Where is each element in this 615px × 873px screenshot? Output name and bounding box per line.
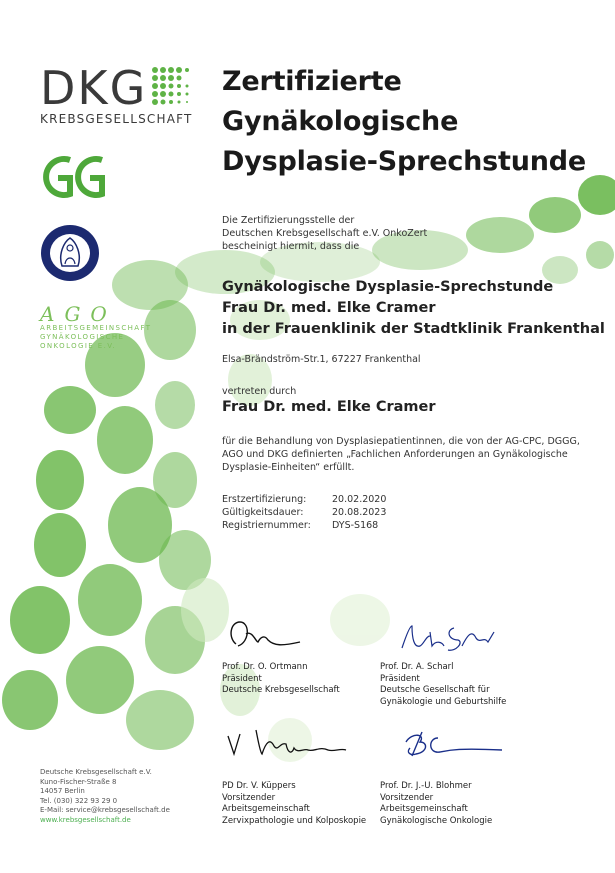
title-line: Zertifizierte [222,66,402,97]
signatory-org: Zervixpathologie und Kolposkopie [222,815,367,826]
certified-line: Gynäkologische Dysplasie-Sprechstunde [222,279,554,295]
signature-ortmann [222,612,342,658]
signatory-org: Arbeitsgemeinschaft [380,804,468,814]
purpose-line: für die Behandlung von Dysplasiepatientinnen, die von der AG-CPC, DGGG, [222,436,580,447]
page-title [222,62,586,182]
title-line: Gynäkologische [222,106,459,137]
signatory-role: Präsident [222,673,262,684]
footer-line: Deutsche Krebsgesellschaft e.V. [40,768,152,776]
signature-scharl [398,618,508,658]
ago-logo-line-1: ARBEITSGEMEINSCHAFT [40,324,152,332]
ago-logo-letters: AGO [40,302,117,326]
certified-line: Frau Dr. med. Elke Cramer [222,300,436,316]
detail-value: 20.02.2020 [332,494,387,505]
title-line: Dysplasie-Sprechstunde [222,146,587,177]
signatory-org: Gynäkologie und Geburtshilfe [380,696,507,707]
signatory-name: Prof. Dr. A. Scharl [380,662,454,672]
signatory-scharl [380,662,506,708]
detail-row [222,520,386,533]
certified-line: in der Frauenklinik der Stadtklinik Frankenthal [222,321,605,337]
ago-logo-line-2: GYNÄKOLOGISCHE [40,333,125,341]
purpose-line: AGO und DKG definierten „Fachlichen Anforderungen an Gynäkologische [222,449,568,460]
dkg-logo-subtitle: KREBSGESELLSCHAFT [40,112,193,126]
signatory-role: Vorsitzender [222,792,276,803]
intro-line: Deutschen Krebsgesellschaft e.V. OnkoZert [222,228,428,239]
purpose-text [222,435,580,474]
ago-logo [40,304,151,351]
signatory-ortmann [222,662,340,697]
represented-label: vertreten durch [222,386,297,397]
signatory-kueppers [222,781,366,827]
footer-line: Kuno-Fischer-Straße 8 [40,777,117,786]
footer-line: E-Mail: service@krebsgesellschaft.de [40,806,170,815]
dkg-dots-icon [151,66,189,110]
certificate-details [222,494,386,533]
detail-label: Gültigkeitsdauer: [222,507,304,518]
signatory-name: Prof. Dr. O. Ortmann [222,662,308,672]
signatory-org: Deutsche Gesellschaft für [380,685,490,695]
signatory-org: Deutsche Krebsgesellschaft [222,685,340,695]
footer-line: Tel. (030) 322 93 29 0 [40,796,118,805]
signature-kueppers [222,720,352,766]
intro-line: bescheinigt hiermit, dass die [222,241,360,252]
detail-label: Erstzertifizierung: [222,494,307,505]
detail-value: DYS-S168 [332,520,379,531]
signatory-org: Gynäkologische Onkologie [380,815,493,826]
signature-blohmer [398,724,508,764]
certified-address: Elsa-Brändström-Str.1, 67227 Frankenthal [222,354,421,365]
dggg-seal-icon [40,224,100,282]
intro-line: Die Zertifizierungsstelle der [222,215,355,226]
detail-row [222,494,386,507]
dkg-logo-letters: DKG [40,61,148,115]
footer-address [40,768,170,826]
signatory-blohmer [380,781,492,827]
detail-row [222,507,386,520]
dkg-logo [40,61,193,126]
signatory-name: PD Dr. V. Küppers [222,781,296,791]
intro-text [222,214,427,253]
footer-website-link[interactable]: www.krebsgesellschaft.de [40,815,131,824]
signatory-role: Vorsitzender [380,792,434,803]
signatory-name: Prof. Dr. J.-U. Blohmer [380,781,472,791]
ag-cpc-logo-icon [40,152,112,202]
footer-line: 14057 Berlin [40,787,85,796]
certified-entity [222,277,605,340]
detail-value: 20.08.2023 [332,507,387,518]
signatory-org: Arbeitsgemeinschaft [222,804,310,814]
represented-name: Frau Dr. med. Elke Cramer [222,399,436,415]
purpose-line: Dysplasie-Einheiten“ erfüllt. [222,462,355,473]
detail-label: Registriernummer: [222,520,311,531]
signatory-role: Präsident [380,673,420,684]
ago-logo-line-3: ONKOLOGIE E.V. [40,342,117,350]
